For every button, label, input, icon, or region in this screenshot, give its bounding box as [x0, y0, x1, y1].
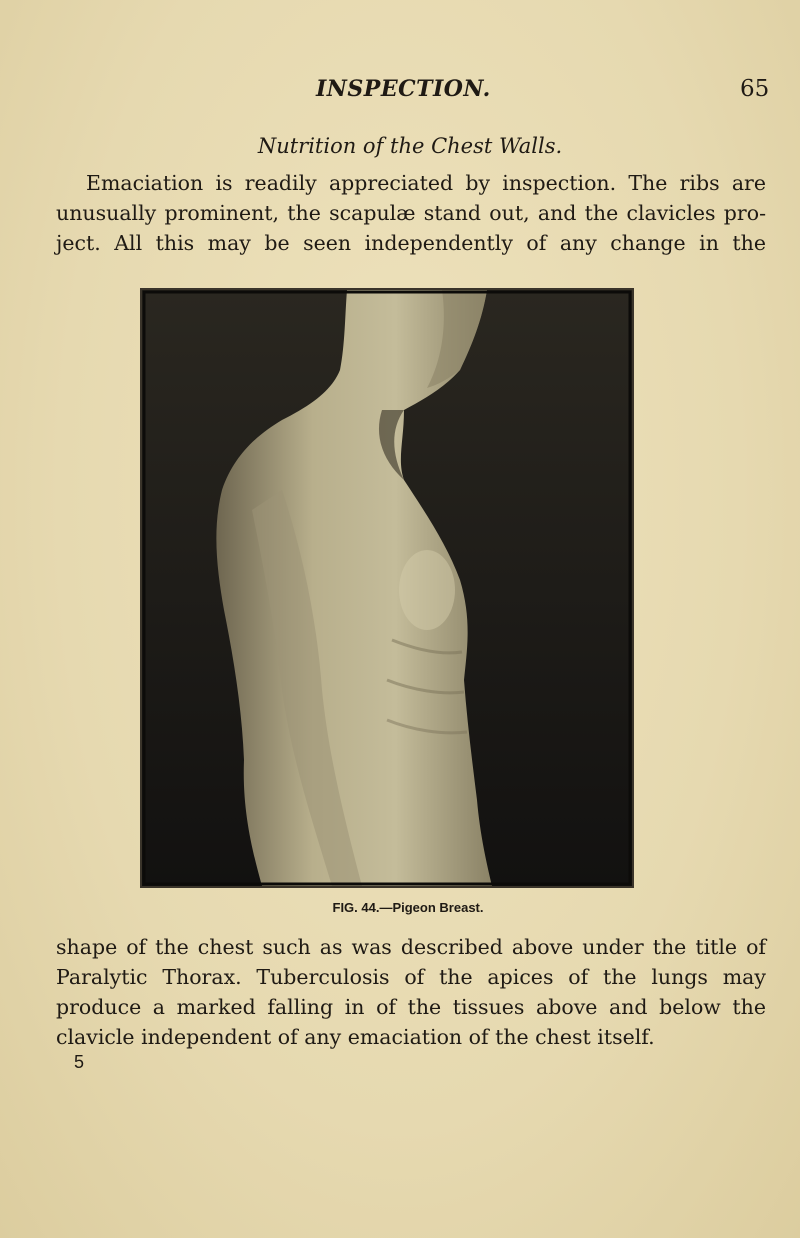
running-title: INSPECTION.: [316, 76, 491, 102]
paragraph-line: shape of the chest such as was described above under the title of: [56, 935, 766, 959]
signature-mark: 5: [74, 1052, 85, 1072]
page-header: [0, 76, 800, 106]
paragraph-line: produce a marked falling in of the tissues above and below the: [56, 995, 766, 1019]
paragraph-line: ject. All this may be seen independently of any change in the: [56, 231, 766, 255]
paragraph-1: [56, 168, 766, 258]
section-heading: Nutrition of the Chest Walls.: [257, 134, 563, 158]
pigeon-breast-photo-icon: [142, 290, 632, 886]
paragraph-line: unusually prominent, the scapulæ stand out, and the clavicles pro-: [56, 201, 766, 225]
paragraph-line: Emaciation is readily appreciated by inspection. The ribs are: [86, 171, 766, 195]
paragraph-line: Paralytic Thorax. Tuberculosis of the apices of the lungs may: [56, 965, 766, 989]
figure-photograph: [140, 288, 634, 888]
figure-caption: FIG. 44.—Pigeon Breast.: [332, 900, 484, 915]
page-number: 65: [740, 76, 770, 102]
paragraph-line: clavicle independent of any emaciation of the chest itself.: [56, 1025, 655, 1049]
paragraph-2: [56, 932, 766, 1052]
